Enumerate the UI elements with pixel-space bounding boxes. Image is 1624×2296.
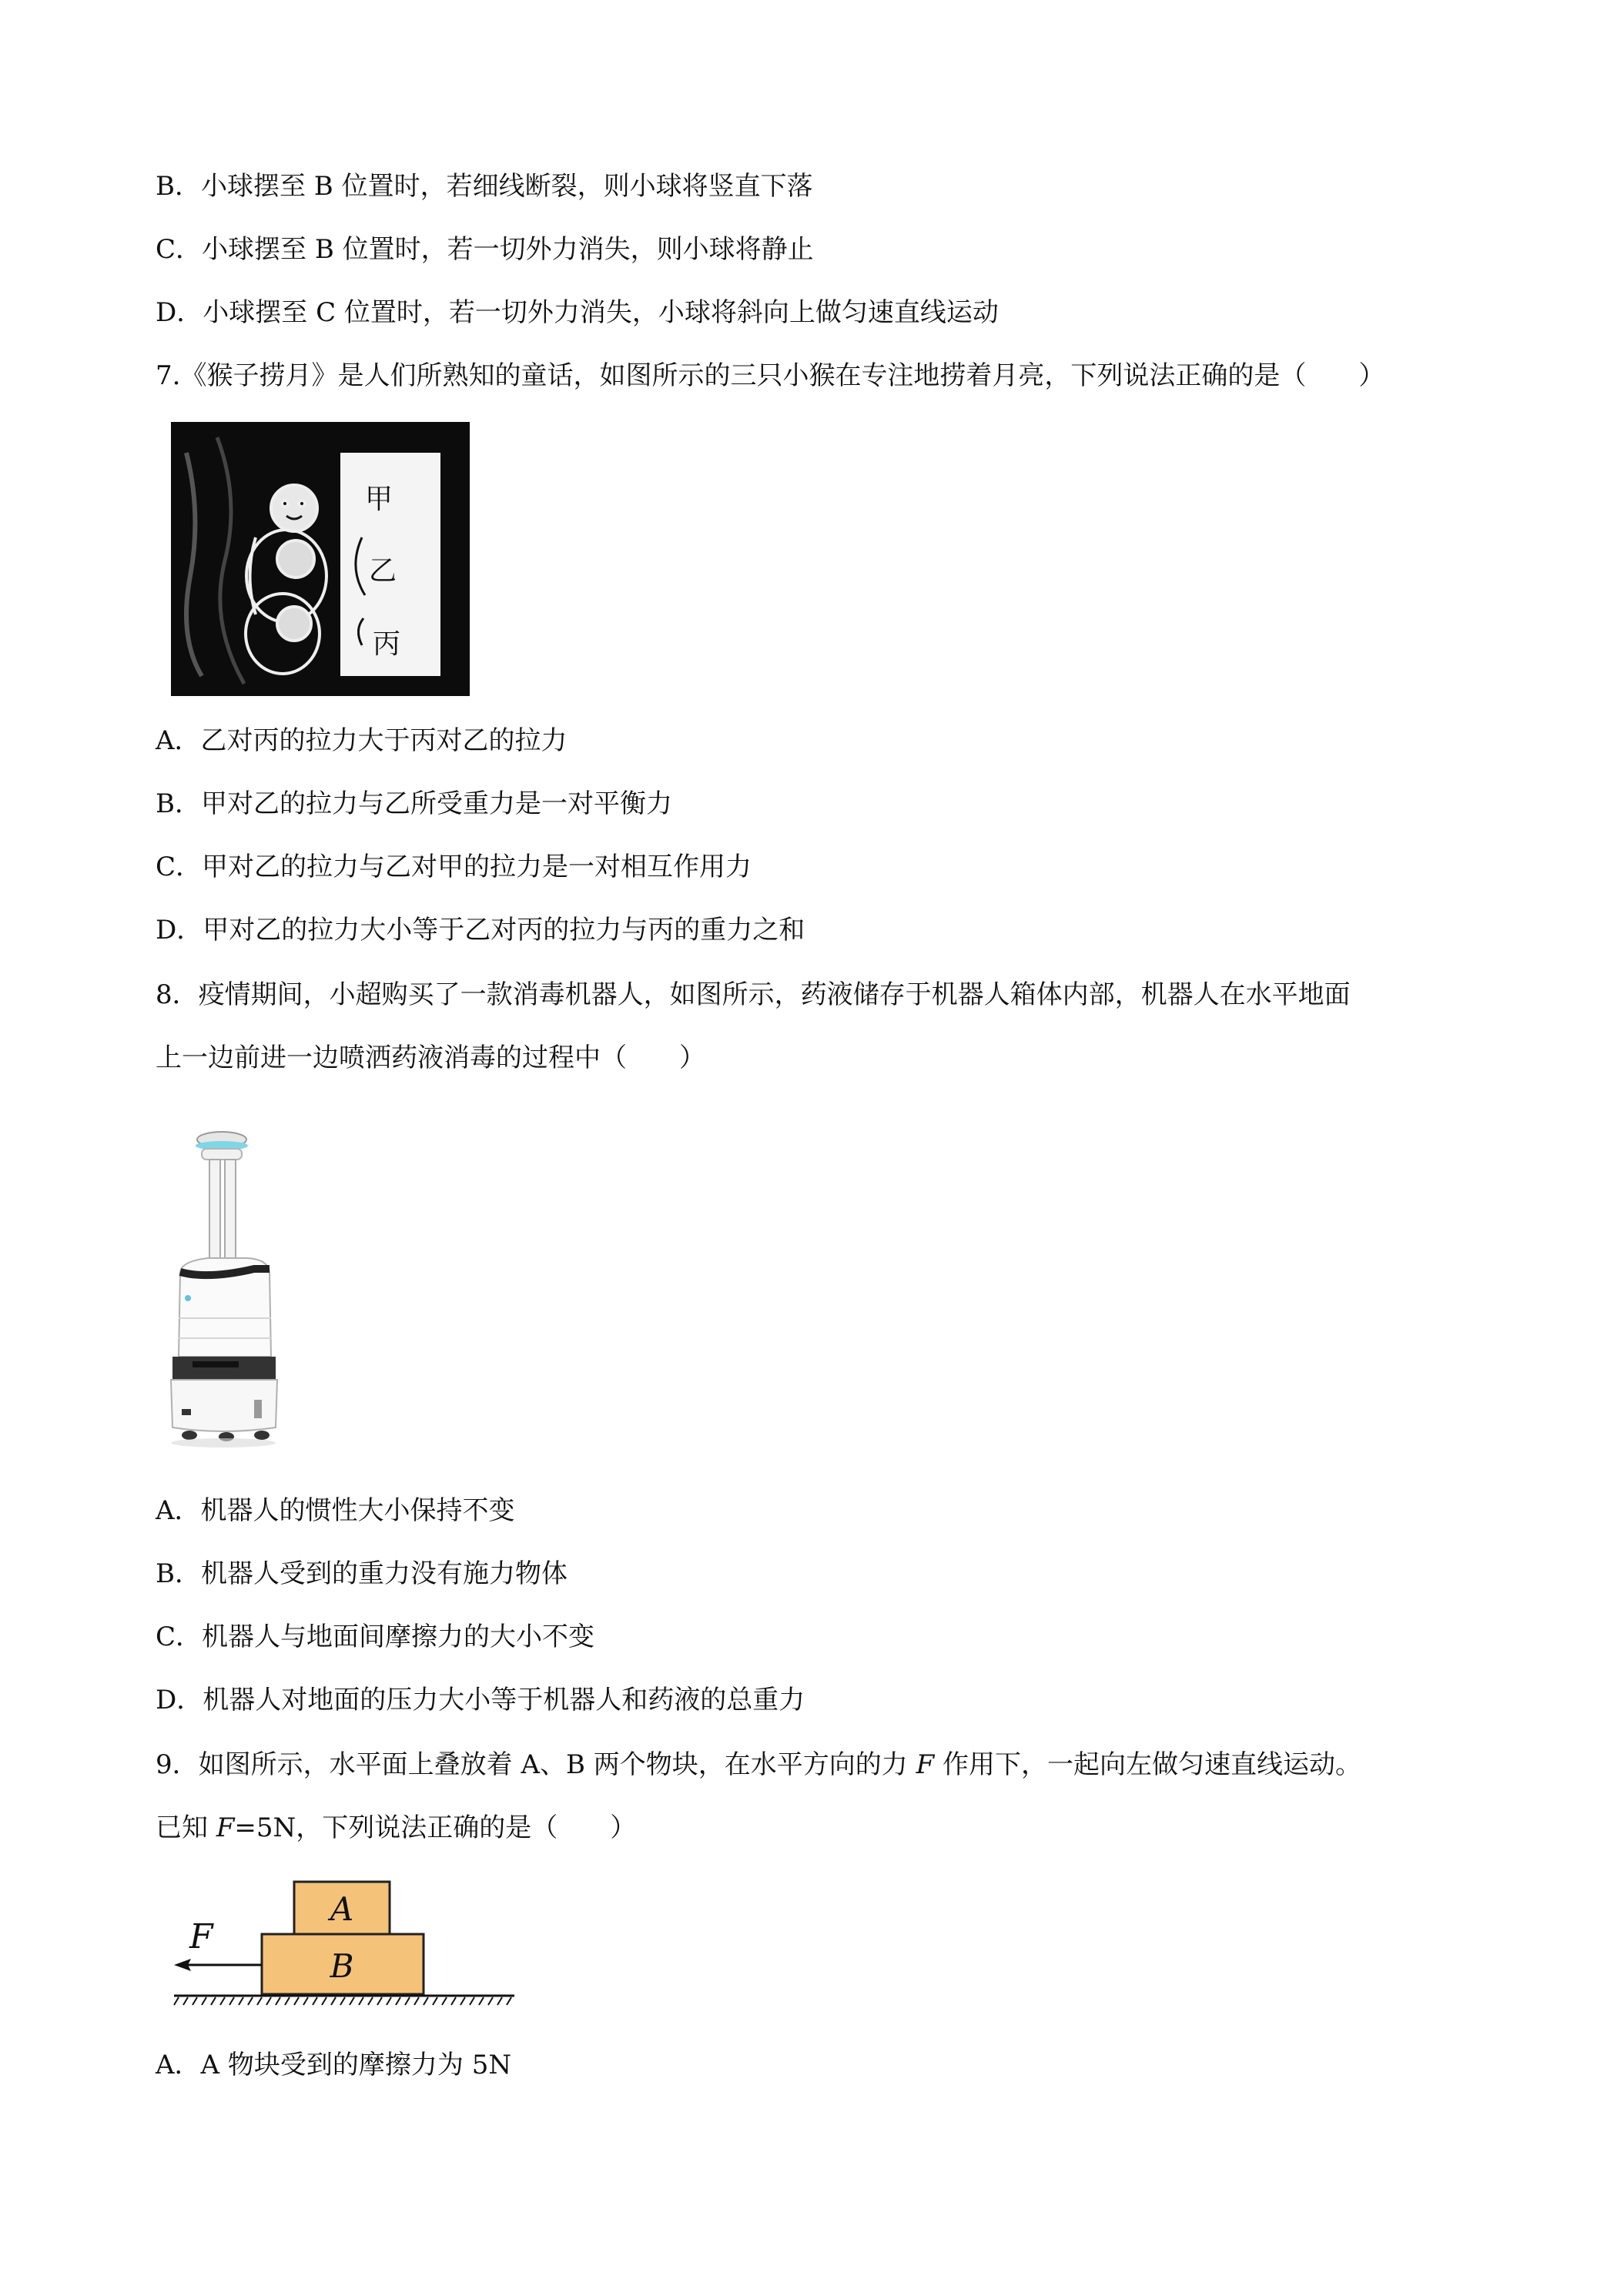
q8-option-d: D．机器人对地面的压力大小等于机器人和药液的总重力 — [156, 1685, 805, 1715]
q8-option-b: B．机器人受到的重力没有施力物体 — [156, 1558, 568, 1589]
block-a-label: A — [330, 1890, 354, 1928]
q7-option-b: B．甲对乙的拉力与乙所受重力是一对平衡力 — [156, 788, 672, 819]
q8-stem-line2: 上一边前进一边喷洒药液消毒的过程中（ ） — [156, 1043, 705, 1073]
q6-option-d: D．小球摆至 C 位置时，若一切外力消失，小球将斜向上做匀速直线运动 — [156, 297, 999, 328]
q7-option-d: D．甲对乙的拉力大小等于乙对丙的拉力与丙的重力之和 — [156, 915, 805, 946]
q8-option-a: A．机器人的惯性大小保持不变 — [156, 1495, 515, 1526]
q7-option-c: C．甲对乙的拉力与乙对甲的拉力是一对相互作用力 — [156, 852, 752, 882]
q6-option-c: C．小球摆至 B 位置时，若一切外力消失，则小球将静止 — [156, 234, 814, 265]
q9-stem-line2-a: 已知 — [156, 1812, 216, 1843]
q9-stem-line1-a: 9．如图所示，水平面上叠放着 A、B 两个物块，在水平方向的力 — [156, 1749, 916, 1780]
block-b-label: B — [330, 1947, 354, 1985]
q7-stem: 7.《猴子捞月》是人们所熟知的童话，如图所示的三只小猴在专注地捞着月亮，下列说法正确的是（ ） — [156, 360, 1385, 391]
q9-stem-line1 — [156, 1748, 1361, 1782]
disinfection-robot-figure — [162, 1126, 285, 1451]
q9-option-a: A．A 物块受到的摩擦力为 5N — [156, 2050, 512, 2080]
force-label: F — [189, 1917, 213, 1956]
monkeys-figure — [171, 422, 470, 696]
q9-stem-line1-var: F — [916, 1749, 935, 1780]
label-jia: 甲 — [364, 484, 393, 515]
label-bing: 丙 — [372, 628, 401, 660]
q9-stem-line1-b: 作用下，一起向左做匀速直线运动。 — [934, 1749, 1361, 1780]
q9-stem-line2 — [156, 1811, 636, 1845]
q9-stem-line2-var: F — [216, 1812, 235, 1843]
q9-stem-line2-b: =5N，下列说法正确的是（ ） — [234, 1812, 637, 1843]
q6-option-b: B．小球摆至 B 位置时，若细线断裂，则小球将竖直下落 — [156, 171, 813, 202]
q7-option-a: A．乙对丙的拉力大于丙对乙的拉力 — [156, 725, 568, 756]
q8-option-c: C．机器人与地面间摩擦力的大小不变 — [156, 1622, 595, 1652]
blocks-figure — [171, 1879, 517, 2016]
label-yi: 乙 — [368, 555, 397, 587]
q8-stem-line1: 8．疫情期间，小超购买了一款消毒机器人，如图所示，药液储存于机器人箱体内部，机器人在水平地面 — [156, 979, 1351, 1010]
